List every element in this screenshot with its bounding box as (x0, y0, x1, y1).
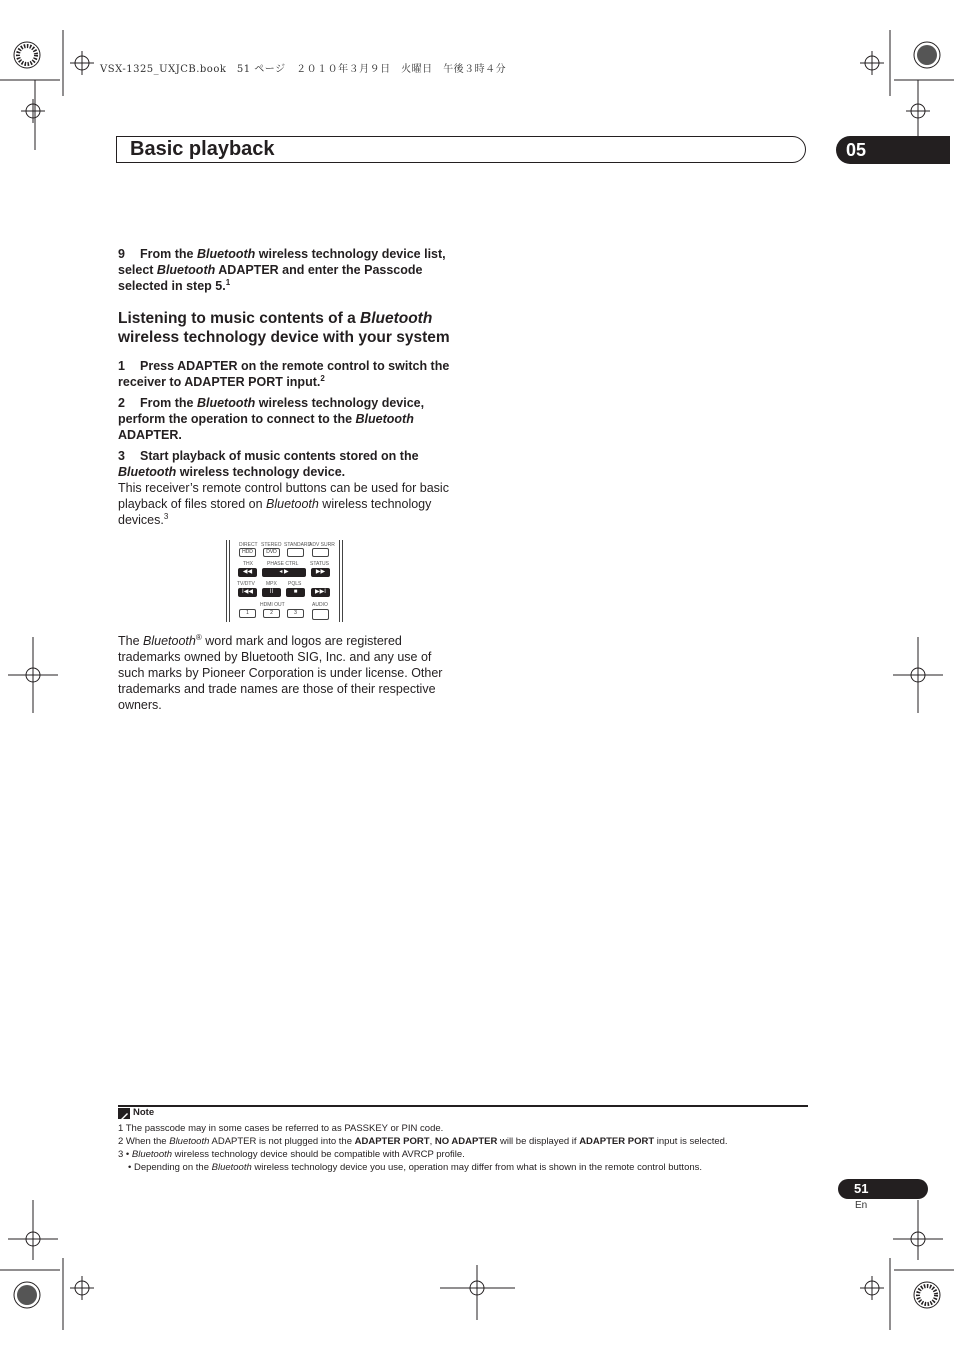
stop-button: ■ (286, 588, 305, 597)
footnote-1: 1 The passcode may in some cases be referred to as PASSKEY or PIN code. (118, 1123, 444, 1134)
step-number: 9 (118, 247, 125, 261)
number-2-button: 2 (263, 609, 280, 618)
footnote-text: wireless technology device you use, operation may differ from what is shown in the remote control buttons. (251, 1162, 703, 1173)
audio-button (312, 609, 329, 620)
footnote-2 (118, 1135, 728, 1148)
body-text: This receiver’s remote control buttons can be used for basic playback of files stored on (118, 481, 449, 511)
registered-mark: ® (195, 632, 202, 642)
footnote-ref: 3 (163, 511, 169, 521)
note-divider (118, 1105, 808, 1107)
heading-text: Listening to music contents of a (118, 310, 360, 327)
fast-forward-button: ▶▶ (311, 568, 330, 577)
step-number: 2 (118, 396, 125, 410)
heading-text: wireless technology device with your system (118, 329, 450, 346)
step-number: 1 (118, 359, 125, 373)
step-number: 3 (118, 449, 125, 463)
previous-button: I◀◀ (238, 588, 257, 597)
footnote-text: will be displayed if (497, 1136, 580, 1147)
footnote-text: ADAPTER is not plugged into the (209, 1136, 355, 1147)
pause-button: II (262, 588, 281, 597)
remote-edge (339, 540, 340, 622)
footnote-text: , (429, 1136, 435, 1147)
footnote-3 (118, 1148, 465, 1161)
step-text: wireless technology device list, select (118, 247, 446, 277)
remote-label: STATUS (310, 561, 329, 567)
footnote-ref: 1 (225, 277, 231, 287)
repeat-button (287, 548, 304, 557)
remote-label: ADV SURR (309, 542, 335, 548)
step-text-italic: Bluetooth (118, 465, 177, 479)
step-text: ADAPTER. (118, 428, 182, 442)
printer-slug: VSX-1325_UXJCB.book 51 ページ ２０１０年３月９日 火曜日 午後３時４分 (100, 64, 507, 75)
remote-label: PQLS (288, 581, 302, 587)
step-text: From the (140, 396, 197, 410)
footnote-text: • Depending on the (128, 1162, 212, 1173)
note-title: Note (133, 1107, 155, 1118)
footnote-text-italic: Bluetooth (211, 1162, 252, 1173)
remote-edge (342, 540, 343, 622)
footnote-3-bullet-2 (128, 1161, 702, 1174)
rewind-button: ◀◀ (238, 568, 257, 577)
remote-label: STEREO (261, 542, 282, 548)
remote-edge (226, 540, 227, 622)
step-3-body (118, 480, 458, 528)
body-text: word mark and logos are registered trademarks owned by Bluetooth SIG, Inc. and any use of such marks by Pioneer Corporation is under license. Other trademarks and trade names are those of their respective owners. (118, 634, 443, 712)
footnote-text-bold: ADAPTER PORT (354, 1136, 430, 1147)
footnote-text: input is selected. (654, 1136, 728, 1147)
footnote-ref: 2 (320, 373, 325, 383)
footnote-text: 2 When the (118, 1136, 170, 1147)
body-text-italic: Bluetooth (266, 497, 319, 511)
step-text: wireless technology device. (176, 465, 346, 479)
page-number: 51 (838, 1179, 928, 1199)
remote-label: STANDARD (284, 542, 312, 548)
footnote-text-italic: Bluetooth (131, 1149, 173, 1160)
footnote-text: wireless technology device should be compatible with AVRCP profile. (172, 1149, 465, 1160)
remote-control-illustration (226, 540, 344, 622)
remote-label: DIRECT (239, 542, 258, 548)
trademark-notice (118, 633, 458, 713)
remote-label: THX (243, 561, 253, 567)
language-code: En (855, 1200, 868, 1211)
step-text-italic: Bluetooth (355, 412, 414, 426)
step-9 (118, 246, 458, 294)
step-text: Press ADAPTER on the remote control to switch the receiver to ADAPTER PORT input. (118, 359, 450, 389)
play-button: ◂ ▶ (262, 568, 306, 577)
step-3 (118, 448, 458, 480)
hdd-button: HDD (239, 548, 256, 557)
remote-label: MPX (266, 581, 277, 587)
remote-label: TV/DTV (237, 581, 255, 587)
step-text-italic: Bluetooth (196, 247, 256, 261)
step-text-italic: Bluetooth (156, 263, 216, 277)
footnote-text-bold: NO ADAPTER (434, 1136, 498, 1147)
pencil-icon (118, 1110, 130, 1121)
footnote-text: 3 • (118, 1149, 132, 1160)
step-text: ADAPTER and enter the Passcode selected in step 5. (118, 263, 423, 293)
footnote-text-bold: ADAPTER PORT (579, 1136, 655, 1147)
remote-label: AUDIO (312, 602, 328, 608)
step-text: Start playback of music contents stored on the (140, 449, 419, 463)
number-3-button: 3 (287, 609, 304, 618)
remote-edge (229, 540, 230, 622)
step-2 (118, 395, 458, 443)
step-1 (118, 358, 458, 390)
body-text-italic: Bluetooth (143, 634, 196, 648)
remote-label: PHASE CTRL (267, 561, 299, 567)
step-text-italic: Bluetooth (196, 396, 256, 410)
page-title: Basic playback (130, 138, 275, 160)
note-pencil-icon (118, 1108, 130, 1119)
number-1-button: 1 (239, 609, 256, 618)
chapter-number: 05 (836, 136, 950, 164)
body-text: wireless technology devices. (118, 497, 432, 527)
shuffle-button (312, 548, 329, 557)
dvd-button: DVD (263, 548, 280, 557)
section-heading (118, 309, 463, 347)
step-text: wireless technology device, perform the operation to connect to the (118, 396, 425, 426)
body-text: The (118, 634, 144, 648)
step-text: From the (140, 247, 197, 261)
footnote-text-italic: Bluetooth (169, 1136, 210, 1147)
heading-text-italic: Bluetooth (360, 310, 433, 327)
remote-label: HDMI OUT (260, 602, 285, 608)
next-button: ▶▶I (311, 588, 330, 597)
